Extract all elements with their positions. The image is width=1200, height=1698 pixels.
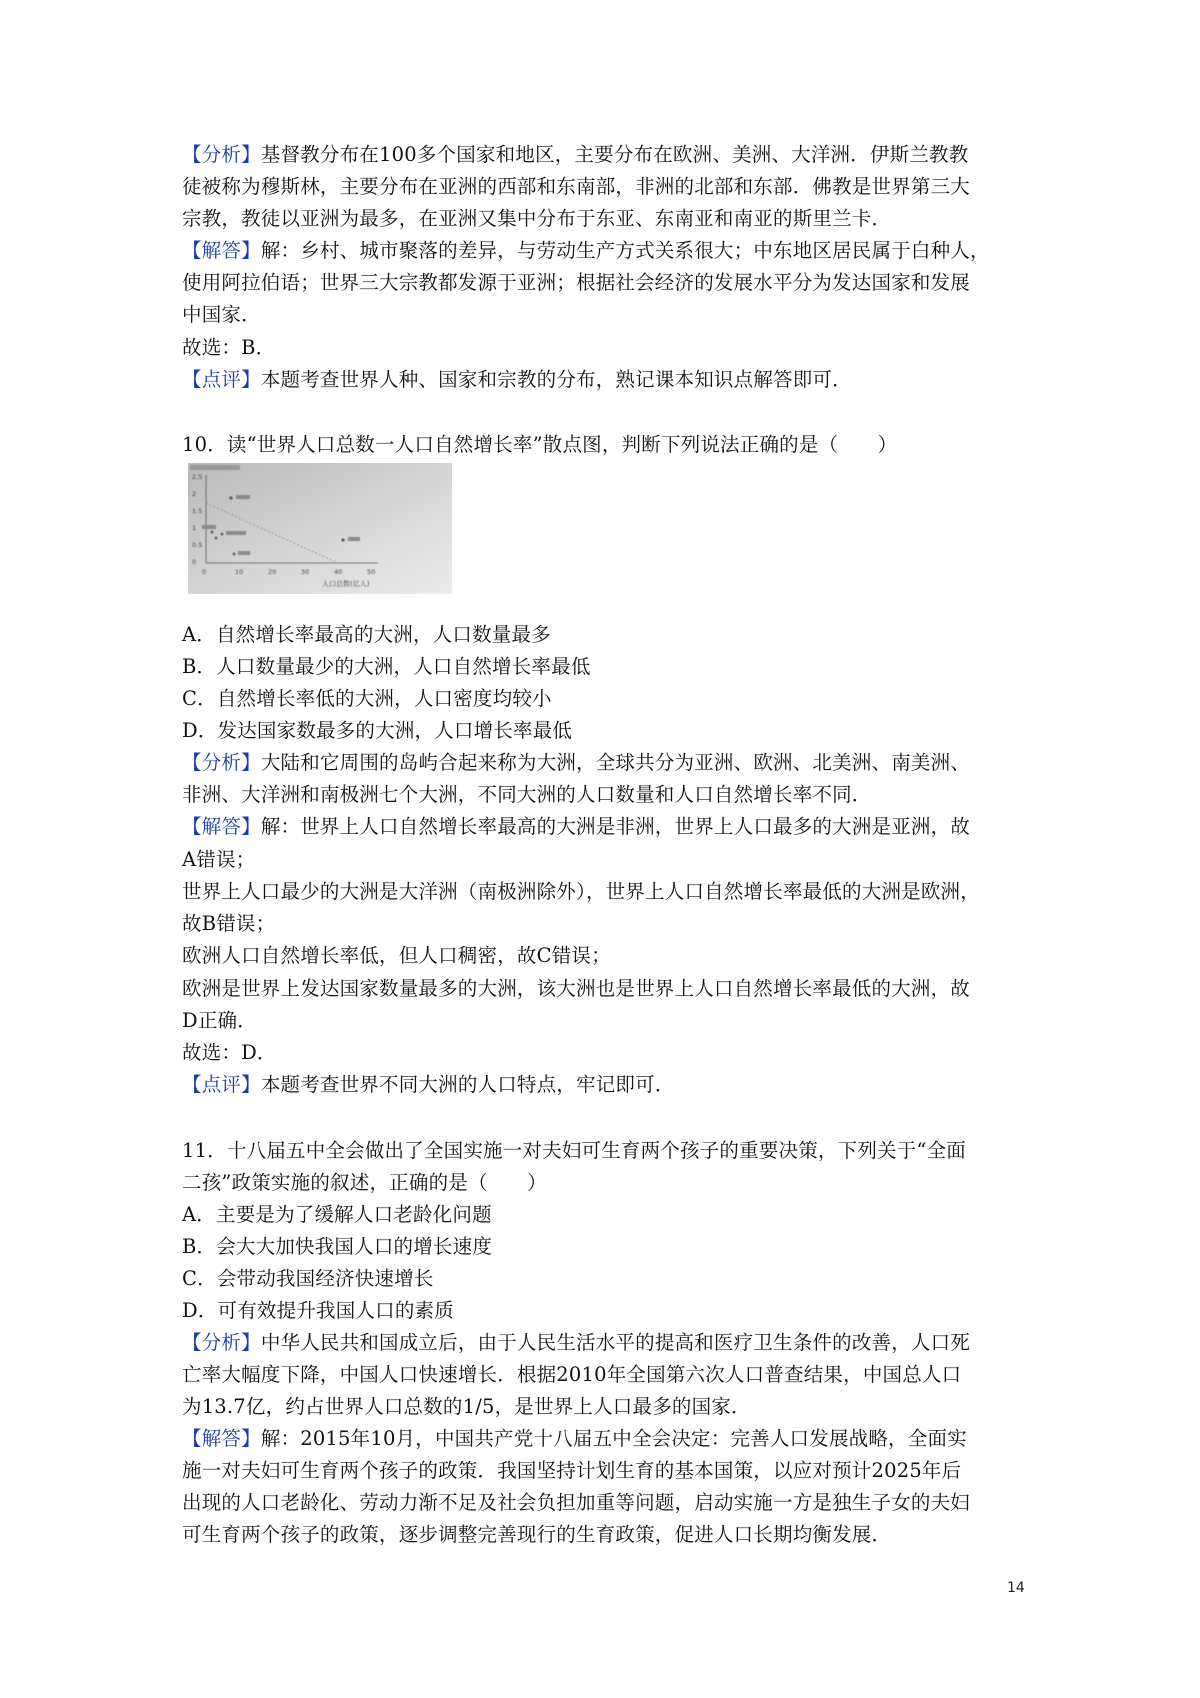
line-text: 可生育两个孩子的政策，逐步调整完善现行的生育政策，促进人口长期均衡发展． xyxy=(182,1523,892,1546)
line-text: 宗教，教徒以亚洲为最多，在亚洲又集中分布于东亚、东南亚和南亚的斯里兰卡． xyxy=(182,207,892,230)
section-tag: 【分析】 xyxy=(182,1331,261,1354)
line-text: 非洲、大洋洲和南极洲七个大洲，不同大洲的人口数量和人口自然增长率不同． xyxy=(182,783,872,806)
x-tick-label: 0 xyxy=(202,568,207,576)
line-text: 欧洲是世界上发达国家数量最多的大洲，该大洲也是世界上人口自然增长率最低的大洲，故 xyxy=(182,977,971,1000)
text-line xyxy=(182,365,852,395)
line-text: A错误； xyxy=(182,848,256,871)
text-line xyxy=(182,1136,966,1166)
line-text: 施一对夫妇可生育两个孩子的政策．我国坚持计划生育的基本国策，以应对预计2025年后 xyxy=(182,1459,962,1482)
line-text: 解：世界上人口自然增长率最高的大洲是非洲，世界上人口最多的大洲是亚洲，故 xyxy=(260,815,971,838)
text-line xyxy=(182,1038,277,1068)
point-asia xyxy=(341,538,344,541)
text-line xyxy=(182,1488,970,1518)
text-line xyxy=(182,1200,492,1230)
line-text: 故B错误； xyxy=(182,912,276,935)
text-line xyxy=(182,1328,970,1358)
text-line xyxy=(182,430,897,460)
line-text: D正确． xyxy=(182,1009,257,1032)
point-oceania xyxy=(211,531,214,534)
line-text: 大陆和它周围的岛屿合起来称为大洲，全球共分为亚洲、欧洲、北美洲、南美洲、 xyxy=(260,751,971,774)
y-axis-title-mark xyxy=(190,465,240,470)
point-north-america xyxy=(215,537,218,540)
text-line xyxy=(182,877,980,907)
point-label-mark xyxy=(226,531,246,535)
point-europe xyxy=(233,553,236,556)
y-tick-label: 0 xyxy=(192,558,197,566)
section-tag: 【分析】 xyxy=(182,143,261,166)
y-tick-label: 1 xyxy=(192,524,197,532)
text-line xyxy=(182,748,970,778)
point-label-mark xyxy=(236,495,250,499)
text-line xyxy=(182,236,990,266)
x-tick-label: 50 xyxy=(367,568,376,576)
line-text: 世界上人口最少的大洲是大洋洲（南极洲除外），世界上人口自然增长率最低的大洲是欧洲， xyxy=(182,880,980,903)
line-text: D．可有效提升我国人口的素质 xyxy=(182,1299,454,1322)
section-tag: 【解答】 xyxy=(182,1427,261,1450)
point-south-america xyxy=(221,533,224,536)
section-tag: 【解答】 xyxy=(182,239,261,262)
line-text: C．自然增长率低的大洲，人口密度均较小 xyxy=(182,687,552,710)
line-text: 本题考查世界不同大洲的人口特点，牢记即可． xyxy=(260,1073,675,1096)
x-tick-label: 40 xyxy=(334,568,343,576)
text-line xyxy=(182,204,891,234)
text-line xyxy=(182,812,970,842)
line-text: A．自然增长率最高的大洲，人口数量最多 xyxy=(182,623,551,646)
x-tick-label: 20 xyxy=(268,568,277,576)
text-line xyxy=(182,716,572,746)
point-label-mark xyxy=(202,525,216,529)
point-africa xyxy=(229,496,232,499)
line-text: A．主要是为了缓解人口老龄化问题 xyxy=(182,1203,492,1226)
line-text: 11．十八届五中全会做出了全国实施一对夫妇可生育两个孩子的重要决策，下列关于“全面 xyxy=(182,1139,966,1162)
text-line xyxy=(182,1520,891,1550)
text-line xyxy=(182,172,970,202)
text-line xyxy=(182,1456,961,1486)
text-line xyxy=(182,620,551,650)
x-tick-label: 30 xyxy=(301,568,310,576)
text-line xyxy=(182,652,591,682)
line-text: 欧洲人口自然增长率低，但人口稠密，故C错误； xyxy=(182,944,611,967)
line-text: 徒被称为穆斯林，主要分布在亚洲的西部和东南部，非洲的北部和东部．佛教是世界第三大 xyxy=(182,175,971,198)
text-line xyxy=(182,909,275,939)
section-tag: 【点评】 xyxy=(182,368,261,391)
page-number: 14 xyxy=(1007,1580,1025,1596)
line-text: 二孩”政策实施的叙述，正确的是（ ） xyxy=(182,1171,547,1194)
text-line xyxy=(182,1392,751,1422)
text-line xyxy=(182,780,872,810)
point-label-mark xyxy=(348,537,360,541)
line-text: 为13.7亿，约占世界人口总数的1/5，是世界上人口最多的国家． xyxy=(182,1395,751,1418)
line-text: 使用阿拉伯语；世界三大宗教都发源于亚洲；根据社会经济的发展水平分为发达国家和发展 xyxy=(182,271,971,294)
y-tick-label: 1.5 xyxy=(192,507,203,515)
text-line xyxy=(182,1360,961,1390)
y-tick-label: 2 xyxy=(192,490,197,498)
line-text: 故选：D． xyxy=(182,1041,277,1064)
section-tag: 【点评】 xyxy=(182,1073,261,1096)
section-tag: 【解答】 xyxy=(182,815,261,838)
text-line xyxy=(182,333,275,363)
text-line xyxy=(182,1168,547,1198)
section-tag: 【分析】 xyxy=(182,751,261,774)
x-tick-label: 10 xyxy=(235,568,244,576)
line-text: 中国家． xyxy=(182,303,261,326)
line-text: 基督教分布在100多个国家和地区，主要分布在欧洲、美洲、大洋洲．伊斯兰教教 xyxy=(260,143,969,166)
text-line xyxy=(182,300,261,330)
line-text: 中华人民共和国成立后，由于人民生活水平的提高和医疗卫生条件的改善，人口死 xyxy=(260,1331,971,1354)
text-line xyxy=(182,1296,454,1326)
text-line xyxy=(182,974,970,1004)
text-line xyxy=(182,1424,967,1454)
figure-background xyxy=(188,463,452,594)
text-line xyxy=(182,1006,257,1036)
line-text: 解：2015年10月，中国共产党十八届五中全会决定：完善人口发展战略，全面实 xyxy=(260,1427,967,1450)
point-label-mark xyxy=(238,551,250,555)
line-text: 解：乡村、城市聚落的差异，与劳动生产方式关系很大；中东地区居民属于白种人， xyxy=(260,239,990,262)
text-line xyxy=(182,684,552,714)
scatter-figure xyxy=(188,463,452,594)
text-line xyxy=(182,1232,492,1262)
line-text: C．会带动我国经济快速增长 xyxy=(182,1267,434,1290)
line-text: 本题考查世界人种、国家和宗教的分布，熟记课本知识点解答即可． xyxy=(260,368,852,391)
text-line xyxy=(182,1264,434,1294)
line-text: 出现的人口老龄化、劳动力渐不足及社会负担加重等问题，启动实施一方是独生子女的夫妇 xyxy=(182,1491,971,1514)
line-text: 10．读“世界人口总数一人口自然增长率”散点图，判断下列说法正确的是（ ） xyxy=(182,433,898,456)
y-tick-label: 2.5 xyxy=(192,473,203,481)
text-line xyxy=(182,268,970,298)
text-line xyxy=(182,845,255,875)
line-text: 故选：B． xyxy=(182,336,276,359)
y-tick-label: 0.5 xyxy=(192,541,203,549)
line-text: B．会大大加快我国人口的增长速度 xyxy=(182,1235,493,1258)
text-line xyxy=(182,1070,675,1100)
line-text: 亡率大幅度下降，中国人口快速增长．根据2010年全国第六次人口普查结果，中国总人口 xyxy=(182,1363,962,1386)
text-line xyxy=(182,941,611,971)
text-line xyxy=(182,140,968,170)
x-axis-label: 人口总数(亿人) xyxy=(322,580,370,588)
line-text: B．人口数量最少的大洲，人口自然增长率最低 xyxy=(182,655,591,678)
line-text: D．发达国家数最多的大洲，人口增长率最低 xyxy=(182,719,573,742)
